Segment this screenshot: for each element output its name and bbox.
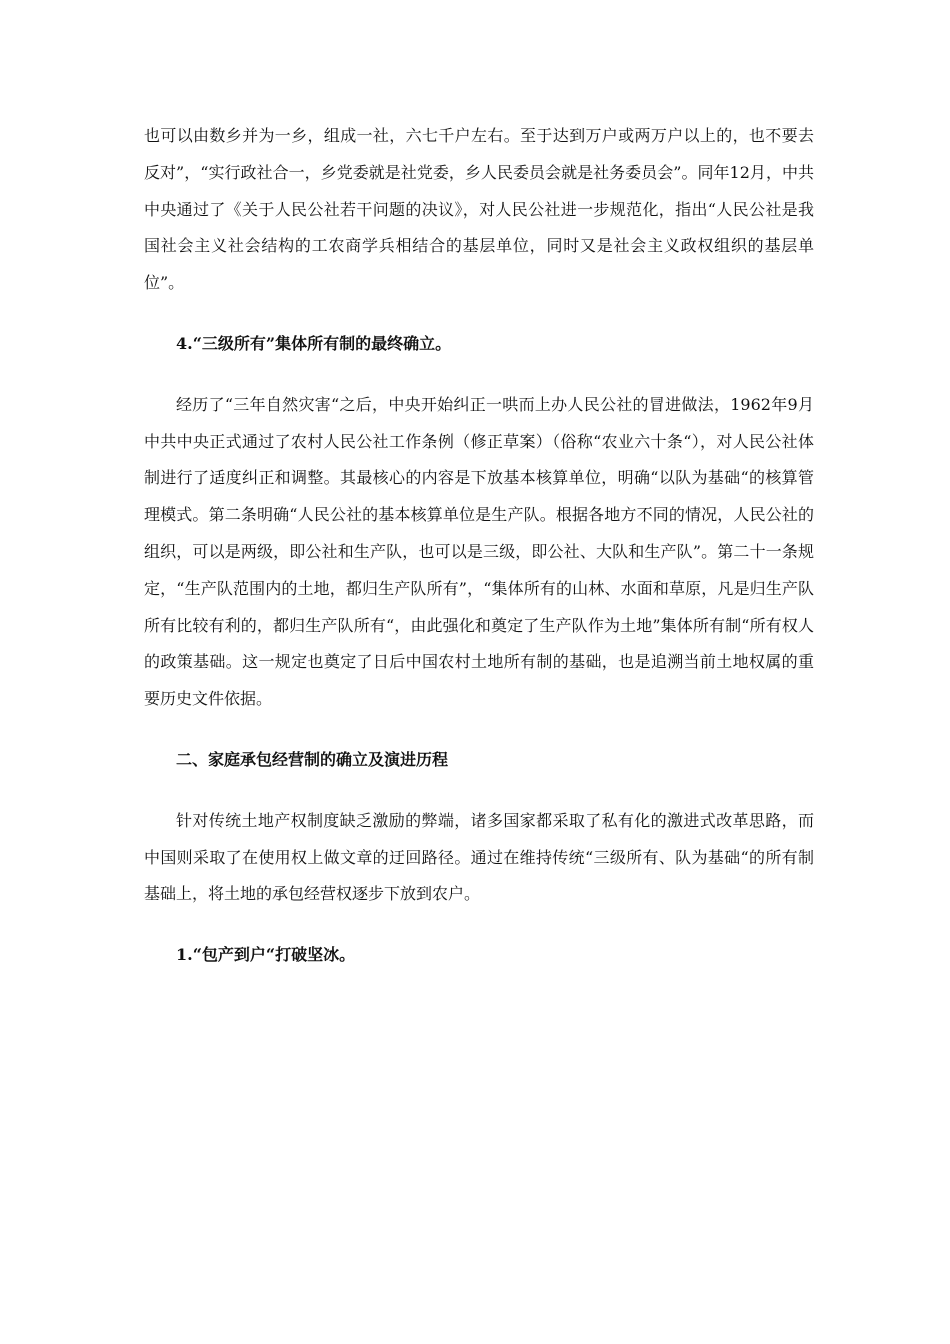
heading-household-production-contract: 1.“包产到户“打破坚冰。 bbox=[176, 945, 356, 965]
paragraph-sixty-articles: 经历了“三年自然灾害“之后，中央开始纠正一哄而上办人民公社的冒进做法，1962年9月中共中央正式通过了农村人民公社工作条例（修正草案）（俗称“农业六十条“），对人民公社体制进行了适度纠正和调整。其最核心的内容是下放基本核算单位，明确“以队为基础“的核算管理模式。第二条明确“人民公社的基本核算单位是生产队。根据各地方不同的情况，人民公社的组织，可以是两级，即公社和生产队，也可以是三级，即公社、大队和生产队”。第二十一条规定，“生产队范围内的土地，都归生产队所有”，“集体所有的山林、水面和草原，凡是归生产队所有比较有利的，都归生产队所有“，由此强化和奠定了生产队作为土地”集体所有制“所有权人的政策基础。这一规定也奠定了日后中国农村土地所有制的基础，也是追溯当前土地权属的重要历史文件依据。 bbox=[144, 394, 814, 709]
spacer bbox=[144, 302, 814, 326]
spacer bbox=[144, 718, 814, 742]
document-body bbox=[144, 118, 814, 974]
paragraph-commune-scale: 也可以由数乡并为一乡，组成一社，六七千户左右。至于达到万户或两万户以上的，也不要去反对”，“实行政社合一，乡党委就是社党委，乡人民委员会就是社务委员会”。同年12月，中共中央通过了《关于人民公社若干问题的决议》，对人民公社进一步规范化，指出“人民公社是我国社会主义社会结构的工农商学兵相结合的基层单位，同时又是社会主义政权组织的基层单位”。 bbox=[144, 126, 814, 293]
heading-household-contract-system: 二、家庭承包经营制的确立及演进历程 bbox=[176, 749, 449, 769]
paragraph-reform-path: 针对传统土地产权制度缺乏激励的弊端，诸多国家都采取了私有化的激进式改革思路，而中国则采取了在使用权上做文章的迂回路径。通过在维持传统“三级所有、队为基础“的所有制基础上，将土地的承包经营权逐步下放到农户。 bbox=[144, 810, 814, 904]
spacer bbox=[144, 913, 814, 937]
spacer bbox=[144, 779, 814, 803]
heading-three-level-ownership: 4.“三级所有”集体所有制的最终确立。 bbox=[176, 333, 452, 353]
spacer bbox=[144, 363, 814, 387]
